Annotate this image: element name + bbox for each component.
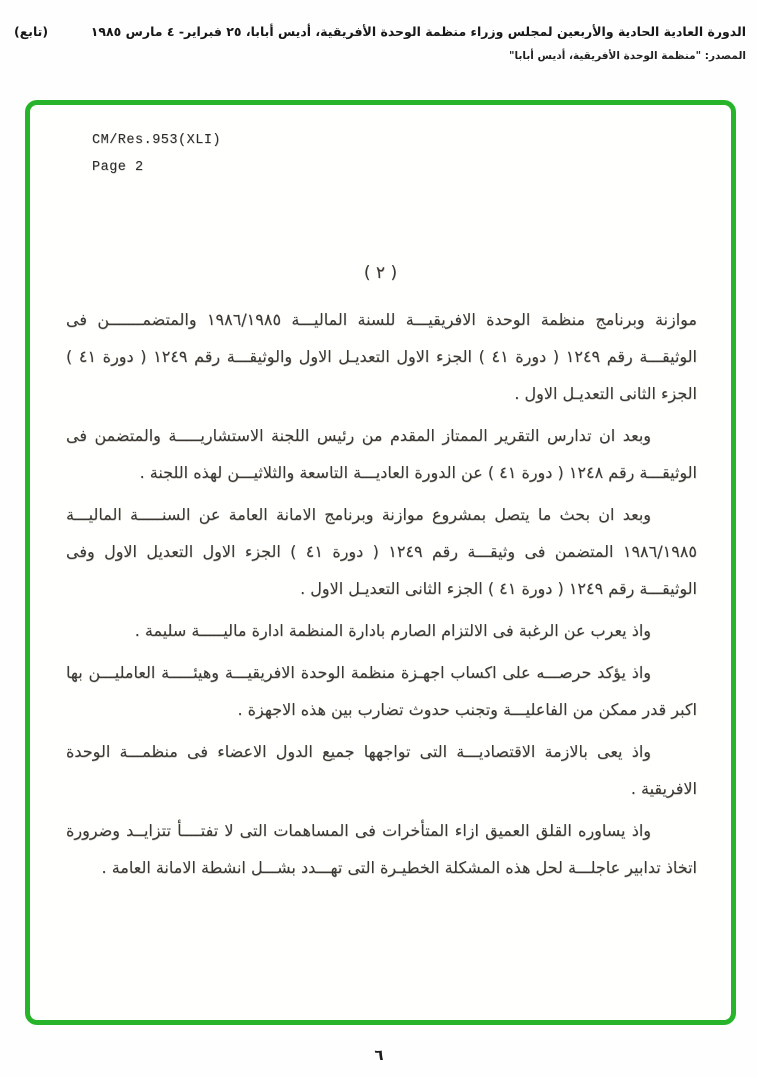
body-paragraph: وبعد ان بحث ما يتصل بمشروع موازنة وبرنامج الامانة العامة عن السنـــــة الماليـــة ١٩٨٦/١٩٨٥ المتضمن فى وثيقـــة رقم ١٢٤٩ ( دورة ٤١ ) الجزء الاول التعديل الاول وفى الوثيقـــة رقم ١٢٤٩ ( دورة ٤١ ) الجزء الثانى التعديـل الاول . bbox=[66, 505, 697, 598]
doc-reference-number: CM/Res.953(XLI) bbox=[92, 133, 222, 148]
body-paragraph: واذ يساوره القلق العميق ازاء المتأخرات فى المساهمات التى لا تفتــــأ تتزايــد وضرورة اتخاذ تدابير عاجلـــة لحل هذه المشكلة الخطيـرة التى تهـــدد بشـــل انشطة الامانة العامة . bbox=[66, 821, 697, 877]
doc-page-label: Page 2 bbox=[92, 160, 144, 175]
document-body bbox=[66, 301, 697, 1006]
document-reference-block bbox=[92, 133, 221, 187]
page-number: ٦ bbox=[374, 1046, 384, 1064]
document-header bbox=[14, 24, 746, 39]
body-paragraph: واذ يؤكد حرصـــه على اكساب اجهـزة منظمة الوحدة الافريقيـــة وهيئـــــة العامليـــن بها اكبر قدر ممكن من الفاعليـــة وتجنب حدوث تضارب بين هذه الاجهزة . bbox=[66, 663, 697, 719]
body-paragraph: موازنة وبرنامج منظمة الوحدة الافريقيـــة للسنة الماليـــة ١٩٨٦/١٩٨٥ والمتضمـــــــن فى الوثيقـــة رقم ١٢٤٩ ( دورة ٤١ ) الجزء الاول التعديـل الاول والوثيقـــة رقم ١٢٤٩ ( دورة ٤١ ) الجزء الثانى التعديـل الاول . bbox=[66, 310, 697, 403]
body-paragraph: واذ يعرب عن الرغبة فى الالتزام الصارم بادارة المنظمة ادارة ماليـــــة سليمة . bbox=[134, 621, 651, 640]
body-paragraph: وبعد ان تدارس التقرير الممتاز المقدم من رئيس اللجنة الاستشاريـــــة والمتضمن فى الوثيقـــة رقم ١٢٤٨ ( دورة ٤١ ) عن الدورة العاديـــة التاسعة والثلاثيـــن لهذه اللجنة . bbox=[66, 426, 697, 482]
header-title: الدورة العادية الحادية والأربعين لمجلس وزراء منظمة الوحدة الأفريقية، أديس أبابا، ٢٥ فبراير- ٤ مارس ١٩٨٥ bbox=[90, 24, 746, 39]
header-continued-marker: (تابع) bbox=[14, 24, 49, 39]
document-scan-frame bbox=[25, 100, 736, 1025]
section-number: ( ٢ ) bbox=[363, 263, 398, 283]
body-paragraph: واذ يعى بالازمة الاقتصاديـــة التى تواجهها جميع الدول الاعضاء فى منظمـــة الوحدة الافريقية . bbox=[66, 742, 697, 798]
header-source: المصدر: "منظمة الوحدة الأفريقية، أديس أبابا" bbox=[509, 50, 746, 62]
